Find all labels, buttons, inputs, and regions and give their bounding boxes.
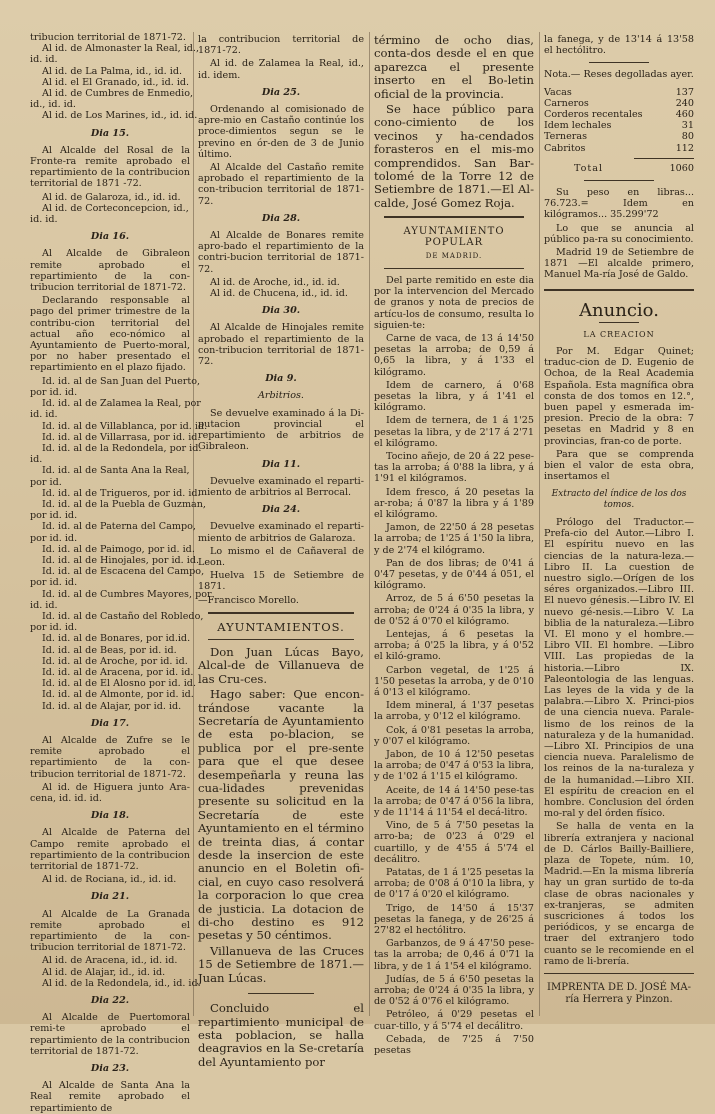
price-item: Cebada, de 7'25 á 7'50 pesetas (374, 1033, 534, 1057)
column-divider (369, 32, 370, 1016)
text-line: Al id. de Almonaster la Real, id., (42, 43, 200, 55)
column-2 (198, 32, 364, 1069)
total-value: 1060 (669, 162, 694, 174)
text-line: Al id. de Alajar, id., id. id. (42, 966, 166, 978)
text-line: Al id. de la Redondela, id., id. id. (42, 977, 201, 989)
reses-label: Carneros (544, 97, 589, 109)
text-line: id. id. (30, 409, 58, 421)
text-line: Id. id. al de Santa Ana la Real, (42, 465, 190, 477)
text-line: Id. id. al de Paterna del Campo, (42, 521, 196, 533)
paragraph: Al Alcalde de Hinojales remite aprobado el repartimiento de la con-tribucion territorial de 1871-72. (198, 322, 364, 368)
paragraph: Lo que se anuncia al público pa-ra su conocimiento. (544, 222, 694, 245)
paragraph: Al Alcalde de Bonares remite apro-bado el repartimiento de la contri-bucion territorial de 1871-72. (198, 230, 364, 275)
text-line: Id. id. al de Bonares, por id.id. (42, 633, 191, 645)
reses-label: Terneras (544, 131, 588, 143)
date-line: Huelva 15 de Setiembre de 1871. (198, 570, 364, 593)
paragraph: Por M. Edgar Quinet; traduc-cion de D. Eugenio de Ochoa, de la Real Academia Española. Esta magnífica obra consta de dos tomos en 12.°, buen papel y esmerada im-presion. Precio de la obra: 7 pesetas en Madrid y 8 en provincias, fran-co de porte. (544, 346, 694, 447)
text-line: Al id. de Chucena, id., id. id. (210, 288, 348, 300)
price-item: Judías, de 5 á 6'50 pesetas la arroba; de 0'24 á 0'35 la libra, y de 0'52 á 0'76 el kilógramo. (374, 973, 534, 1008)
price-item: Idem fresco, á 20 pesetas la ar-roba; á 0'87 la libra y á 1'89 el kilógramo. (374, 486, 534, 520)
price-item: Trigo, de 14'50 á 15'37 pesetas la fanega, y de 26'25 á 27'82 el hectólitro. (374, 902, 534, 937)
divider (634, 158, 694, 159)
day-heading: Dia 15. (90, 127, 130, 139)
price-item: Jamon, de 22'50 á 28 pesetas la arroba; de 1'25 á 1'50 la libra, y de 2'74 el kilógramo. (374, 522, 534, 556)
text-line: tribucion territorial de 1871-72. (30, 32, 186, 43)
text-line: Id. id. al de Zalamea la Real, por (42, 398, 201, 410)
divider (384, 216, 524, 218)
text-line: por id. id. (30, 386, 78, 398)
paragraph: Villanueva de las Cruces 15 de Setiembre de 1871.— Juan Lúcas. (198, 943, 364, 985)
text-line: Al id. de Aracena, id., id. id. (42, 955, 178, 967)
divider (584, 180, 654, 181)
text-line: Id. id. al de Paimogo, por id. id. (42, 543, 195, 555)
paragraph: Prólogo del Traductor.—Prefa-cio del Autor.—Libro I. El espíritu nuevo en las ciencias de la natura-leza.—Libro II. La cuestion de nuestro siglo.—Orígen de los séres organizados.—Libro III. El nuevo génesis.—Libro IV. El nuevo gé-nesis.—Libro V. La biblia de la naturaleza.—Libro VI. El mono y el hombre.—Libro VII. El hombre. —Libro VIII. Las propiedas de la historia.—Libro IX. Paleontologia de las lenguas. Las leyes de la vida y de la palabra.—Libro X. Princi-pios de una ciencia nueva. Parale-lismo de los reinos de la naturaleza y de la humanidad.—Libro XI. Principios de una ciencia nueva. Paralelismo de los reinos de la na-turaleza y de la humanidad.—Libro XII. El espíritu de creacion en el hombre. Conclusion del órden mo-ral y del órden físico. (544, 516, 694, 820)
text-line: Id. id. al de Villablanca, por id. id. (42, 420, 208, 432)
divider (599, 322, 639, 323)
text-line: Id. id. al de la Puebla de Guzman, (42, 498, 206, 510)
paragraph: Hago saber: Que encon-trándose vacante la Secretaría de Ayuntamiento de esta po-blacion, se publica por el pre-sente para que el que desee desempeñarla y reuna las cua-lidades prevenidas presente su solicitud en la Secretaría de este Ayuntamiento en el término de treinta dias, á contar desde la insercion de este anuncio en el Boletin ofi-cial, en cuyo caso resolverá la corporacion lo que crea de justicia. La dotacion de di-cho destino es 912 pesetas y 50 céntimos. (198, 687, 364, 943)
section-heading: Arbitrios. (258, 390, 304, 402)
text-line: Id. id. al de Escacena del Campo, (42, 566, 205, 578)
day-heading: Dia 22. (90, 995, 130, 1007)
text-line: Id. id. al de El Alosno por id. id. (42, 678, 196, 690)
day-heading: Dia 17. (90, 717, 130, 729)
text-line: Id. id. al de Hinojales, por id. id. (42, 554, 200, 566)
reses-row (544, 120, 694, 131)
text-line: id. (30, 454, 43, 466)
paragraph: Devuelve examinado el reparti-miento de arbitrios al Berrocal. (198, 475, 364, 498)
book-title: LA CREACION (583, 329, 655, 339)
text-line: Id. id. al de Beas, por id. id. (42, 644, 177, 656)
note-heading: Nota.— Reses degolladas ayer. (544, 69, 694, 81)
total-label: Total (574, 162, 604, 174)
text-line: Id. id. al de Almonte, por id. id. (42, 689, 194, 701)
paragraph: la fanega, y de 13'14 á 13'58 el hectólitro. (544, 34, 694, 57)
paragraph: Al Alcalde de Gibraleon remite aprobado el repartimiento de la con-tribucion territorial de 1871-72. (30, 248, 190, 294)
text-line: Id. id. al de Castaño del Robledo, (42, 610, 204, 622)
price-item: Vino, de 5 á 7'50 pesetas la arro-ba; de 0'23 á 0'29 el cuartillo, y de 4'55 á 5'74 el decálitro. (374, 820, 534, 865)
price-item: Aceite, de 14 á 14'50 pese-tas la arroba; de 0'47 á 0'56 la libra, y de 11'14 á 11'54 el decá-litro. (374, 784, 534, 819)
price-item: Jabon, de 10 á 12'50 pesetas la arroba; de 0'47 á 0'53 la libra, y de 1'02 á 1'15 el kilógramo. (374, 749, 534, 783)
paragraph: Ordenando al comisionado de apre-mio en Castaño continúe los proce-dimientos segun se le previno en ór-den de 3 de Junio último. (198, 104, 364, 160)
price-item: Lentejas, á 6 pesetas la arroba; á 0'25 la libra, y á 0'52 el kiló-gramo. (374, 628, 534, 663)
paragraph: la contribucion territorial de 1871-72. (198, 34, 364, 57)
text-line: por id. id. (30, 510, 78, 522)
paragraph: Al id. de Zalamea la Real, id., id. idem. (198, 58, 364, 81)
paragraph: Al Alcalde de La Granada remite aprobado el repartimiento de la con-tribucion territorial de 1871-72. (30, 908, 190, 954)
column-1 (30, 32, 212, 1114)
price-item: Cok, á 0'81 pesetas la arroba, y 0'07 el kilógramo. (374, 724, 534, 747)
text-line: Id. id. al de San Juan del Puerto, (42, 375, 201, 387)
text-line: Id. id. al de Aracena, por id. id. (42, 666, 194, 678)
day-heading: Dia 24. (261, 504, 301, 516)
price-item: Carne de vaca, de 13 á 14'50 pesetas la arroba; de 0,59 á 0,65 la libra, y á 1'33 el kilógramo. (374, 332, 534, 378)
reses-row (544, 131, 694, 142)
reses-row (544, 143, 694, 154)
paragraph: Al Alcalde del Castaño remite aprobado el repartimiento de la con-tribucion territorial de 1871-72. (198, 162, 364, 207)
divider (384, 268, 524, 269)
paragraph: término de ocho dias, conta-dos desde el en que aparezca el presente inserto en el Bo-letin oficial de la provincia. (374, 33, 534, 101)
text-line: Al id. de Corteconcepcion, id., (42, 202, 189, 214)
text-line: Al id. de Cumbres de Enmedio, (42, 88, 194, 100)
section-heading: AYUNTAMIENTOS. (217, 619, 345, 634)
price-item: Garbanzos, de 9 á 47'50 pese-tas la arroba; de 0,46 á 0'71 la libra, y de 1 á 1'54 el kilógramo. (374, 938, 534, 972)
printer-line (544, 982, 694, 1006)
text-line: Id. id. al de Trigueros, por id. id. (42, 487, 201, 499)
section-subheading: DE MADRID. (425, 251, 483, 260)
text-line: Id. id. al de Cumbres Mayores, por (42, 588, 212, 600)
reses-label: Corderos recentales (544, 109, 643, 121)
price-item: Petróleo, á 0'29 pesetas el cuar-tillo, y á 5'74 el decálitro. (374, 1009, 534, 1032)
reses-label: Idem lechales (544, 120, 612, 132)
paragraph: Al id. de Higuera junto Ara-cena, id. id. id. (30, 781, 190, 804)
day-heading: Dia 9. (265, 373, 297, 385)
column-divider (539, 32, 540, 1016)
price-item: Tocino añejo, de 20 á 22 pese-tas la arroba; á 0'88 la libra, y á 1'91 el kilógramos. (374, 450, 534, 485)
price-item: Idem de carnero, á 0'68 pesetas la libra, y á 1'41 el kilógramo. (374, 379, 534, 414)
text-line: Al id. de La Palma, id., id. id. (42, 65, 183, 77)
paragraph: Concluido el repartimiento municipal de esta poblacion, se halla deagravios en la Se-cretaría del Ayuntamiento por (198, 1001, 364, 1069)
text-line: Al id. de Galaroza, id., id. id. (42, 191, 181, 203)
day-heading: Dia 16. (90, 231, 130, 243)
day-heading: Dia 11. (261, 458, 301, 470)
reses-value: 112 (675, 142, 694, 154)
reses-value: 137 (675, 86, 694, 98)
day-heading: Dia 21. (90, 891, 130, 903)
reses-row (544, 87, 694, 98)
paragraph: Al Alcalde de Puertomoral remi-te aprobado el repartimiento de la contribucion territorial de 1871-72. (30, 1012, 190, 1057)
announcement-heading: Anuncio. (579, 299, 659, 321)
column-3 (374, 32, 534, 1057)
paragraph: Se devuelve examinado á la Di-putacion provincial el repartimiento de arbitrios de Gibraleon. (198, 407, 364, 453)
column-4 (544, 32, 694, 1016)
text-line: por id. id. (30, 622, 78, 634)
section-heading: AYUNTAMIENTO POPULAR (403, 226, 505, 249)
divider (589, 62, 649, 63)
reses-label: Vacas (544, 86, 572, 98)
index-heading: Extracto del índice de los dos tomos. (551, 488, 687, 510)
paragraph: Al id. de Rociana, id., id. id. (42, 874, 177, 886)
day-heading: Dia 28. (261, 212, 301, 224)
text-line: Al id. el El Granado, id., id. id. (42, 76, 190, 88)
reses-value: 460 (675, 109, 694, 121)
text-line: Al id. de Los Marines, id., id. id. (42, 110, 198, 122)
signature-line: —Francisco Morello. (198, 594, 299, 606)
paragraph: Del parte remitido en este dia por la intervencion del Mercado de granos y nota de precios de artícu-los de consumo, resulta lo siguien-te: (374, 274, 534, 331)
paragraph: Madrid 19 de Setiembre de 1871 —El alcalde primero, Manuel Ma-ría José de Galdo. (544, 247, 694, 281)
printer-name-cont: ría Herrera y Pinzon. (565, 994, 673, 1006)
paragraph: Lo mismo el de Cañaveral de Leon. (198, 545, 364, 568)
divider (208, 612, 354, 614)
text-line: id. id. (30, 54, 58, 66)
paragraph: Al Alcalde de Zufre se le remite aprobado el repartimiento de la con-tribucion territorial de 1871-72. (30, 734, 190, 780)
reses-value: 240 (675, 97, 694, 109)
reses-value: 80 (681, 131, 694, 143)
paragraph: Al Alcalde del Rosal de la Fronte-ra remite aprobado el repartimiento de la contribucion territorial de 1871 -72. (30, 144, 190, 190)
text-line: Id. id. al de Aroche, por id. id. (42, 655, 188, 667)
text-line: Id. id. al de Alajar, por id. id. (42, 700, 182, 712)
text-line: Id. id. al de Villarrasa, por id. id. (42, 431, 201, 443)
reses-label: Cabritos (544, 142, 586, 154)
text-line: id. id. (30, 599, 58, 611)
day-heading: Dia 23. (90, 1063, 130, 1075)
paragraph: Se halla de venta en la librería extranjera y nacional de D. Cárlos Bailly-Bailliere, plaza de Topete, núm. 10, Madrid.—En la misma librería hay un gran surtido de to-da clase de obras nacionales y ex-tranjeras, se admiten suscriciones á todos los periódicos, y se encarga de traer del extranjero todo cuanto se le recomiende en el ramo de li-brería. (544, 821, 694, 967)
price-item: Idem mineral, á 1'37 pesetas la arroba, y 0'12 el kilógramo. (374, 700, 534, 723)
day-heading: Dia 30. (261, 305, 301, 317)
printer-name: IMPRENTA DE D. JOSÉ MA- (547, 982, 691, 994)
reses-total-row (544, 163, 694, 174)
price-item: Arroz, de 5 á 6'50 pesetas la arroba; de 0'24 á 0'35 la libra, y de 0'52 á 0'70 el kilógramo. (374, 593, 534, 627)
paragraph: Para que se comprenda bien el valor de esta obra, insertamos el (544, 448, 694, 483)
reses-row (544, 109, 694, 120)
text-line: por id. (30, 476, 62, 488)
divider (544, 973, 694, 974)
divider (208, 639, 354, 640)
paragraph: Don Juan Lúcas Bayo, Alcal-de de Villanueva de las Cru-ces. (198, 644, 364, 686)
text-line: Al id. de Aroche, id., id. id. (210, 276, 340, 288)
text-line: por id. id. (30, 577, 78, 589)
text-line: id., id. id. (30, 99, 76, 111)
text-line: por id. id. (30, 532, 78, 544)
divider (544, 289, 694, 291)
price-item: Patatas, de 1 á 1'25 pesetas la arroba; de 0'08 á 0'10 la libra, y de 0'17 á 0'20 el kilógramo. (374, 867, 534, 901)
paragraph: Se hace público para cono-cimiento de los vecinos y ha-cendados forasteros en el mis-mo comprendidos. San Bar-tolomé de la Torre 12 de Setiembre de 1871.—El Al-calde, José Gomez Roja. (374, 102, 534, 210)
day-heading: Dia 25. (261, 86, 301, 98)
reses-row (544, 98, 694, 109)
paragraph: Al Alcalde de Santa Ana la Real remite aprobado el repartimiento de (30, 1080, 190, 1114)
day-heading: Dia 18. (90, 810, 130, 822)
paragraph: Declarando responsable al pago del primer trimestre de la contribu-cion territorial del actual año eco-nómico al Ayuntamiento de Puerto-moral, por no haber presentado el repartimiento en el plazo fijado. (30, 295, 190, 374)
price-item: Carbon vegetal, de 1'25 á 1'50 pesetas la arroba, y de 0'10 á 0'13 el kilógramo. (374, 664, 534, 698)
text-line: Id. id. al de la Redondela, por id. (42, 442, 202, 454)
paragraph: Devuelve examinado el reparti-miento de arbitrios de Galaroza. (198, 521, 364, 544)
divider (248, 993, 314, 994)
paragraph: Su peso en libras... 76.723.= Idem en kilógramos... 35.299'72 (544, 187, 694, 221)
text-line: id. id. (30, 214, 58, 226)
paragraph: Al Alcalde de Paterna del Campo remite aprobado el repartimiento de la contribucion territorial de 1871-72. (30, 827, 190, 873)
price-item: Idem de ternera, de 1 á 1'25 pesetas la libra, y de 2'17 á 2'71 el kilógramo. (374, 415, 534, 449)
reses-value: 31 (681, 120, 694, 132)
price-item: Pan de dos libras; de 0'41 á 0'47 pesetas, y de 0'44 á 051, el kilógramo. (374, 557, 534, 592)
